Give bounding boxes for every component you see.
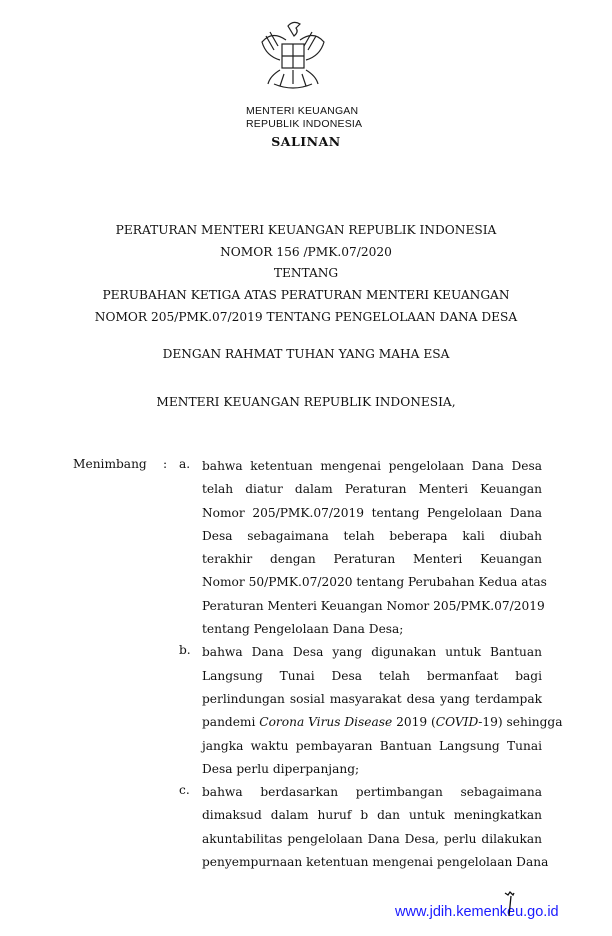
preamble-invocation: DENGAN RAHMAT TUHAN YANG MAHA ESA <box>162 347 450 361</box>
considering-item <box>202 643 563 783</box>
ministry-name: MENTERI KEUANGAN <box>246 105 359 117</box>
text-line: Nomor 50/PMK.07/2020 tentang Perubahan Kedua atas <box>202 575 547 590</box>
text-line: akuntabilitas pengelolaan Dana Desa, perlu dilakukan <box>202 831 542 846</box>
regulation-title: PERATURAN MENTERI KEUANGAN REPUBLIK INDONESIA <box>115 223 497 237</box>
website-link[interactable]: www.jdih.kemenkeu.go.id <box>395 904 559 920</box>
text-line: telah diatur dalam Peraturan Menteri Keuangan <box>202 482 542 497</box>
text-line: Desa perlu diperpanjang; <box>202 761 360 776</box>
text-line: bahwa ketentuan mengenai pengelolaan Dana Desa <box>202 459 542 473</box>
text-line: bahwa berdasarkan pertimbangan sebagaimana <box>202 785 542 800</box>
text-line: pandemi Corona Virus Disease 2019 (COVID-19) sehingga <box>202 715 563 730</box>
text-line: dimaksud dalam huruf b dan untuk meningkatkan <box>202 808 542 823</box>
considering-colon: : <box>163 457 168 471</box>
text-line: bahwa Dana Desa yang digunakan untuk Bantuan <box>202 645 542 660</box>
text-line: perlindungan sosial masyarakat desa yang terdampak <box>202 691 542 706</box>
text-line: Desa sebagaimana telah beberapa kali diubah <box>202 528 542 543</box>
regulation-subject-1: PERUBAHAN KETIGA ATAS PERATURAN MENTERI KEUANGAN <box>102 288 510 302</box>
item-marker: c. <box>179 783 190 798</box>
considering-item <box>202 783 549 876</box>
preamble-authority: MENTERI KEUANGAN REPUBLIK INDONESIA, <box>156 395 456 409</box>
item-marker: a. <box>179 457 191 471</box>
text-line: penyempurnaan ketentuan mengenai pengelolaan Dana <box>202 855 549 870</box>
country-name: REPUBLIK INDONESIA <box>246 118 363 130</box>
text-line: tentang Pengelolaan Dana Desa; <box>202 622 404 637</box>
considering-item <box>202 457 547 643</box>
text-line: Peraturan Menteri Keuangan Nomor 205/PMK.07/2019 <box>202 598 545 613</box>
copy-stamp: SALINAN <box>271 134 341 149</box>
considering-label: Menimbang <box>73 457 147 471</box>
text-line: jangka waktu pembayaran Bantuan Langsung Tunai <box>202 738 542 753</box>
text-line: Nomor 205/PMK.07/2019 tentang Pengelolaan Dana <box>202 505 542 520</box>
regulation-about: TENTANG <box>273 266 339 280</box>
garuda-emblem <box>258 18 328 98</box>
item-marker: b. <box>179 643 191 658</box>
text-line: terakhir dengan Peraturan Menteri Keuangan <box>202 552 542 567</box>
regulation-subject-2: NOMOR 205/PMK.07/2019 TENTANG PENGELOLAAN DANA DESA <box>94 310 518 324</box>
text-line: Langsung Tunai Desa telah bermanfaat bagi <box>202 668 542 683</box>
initial-signature <box>502 888 522 918</box>
regulation-number: NOMOR 156 /PMK.07/2020 <box>220 245 392 259</box>
